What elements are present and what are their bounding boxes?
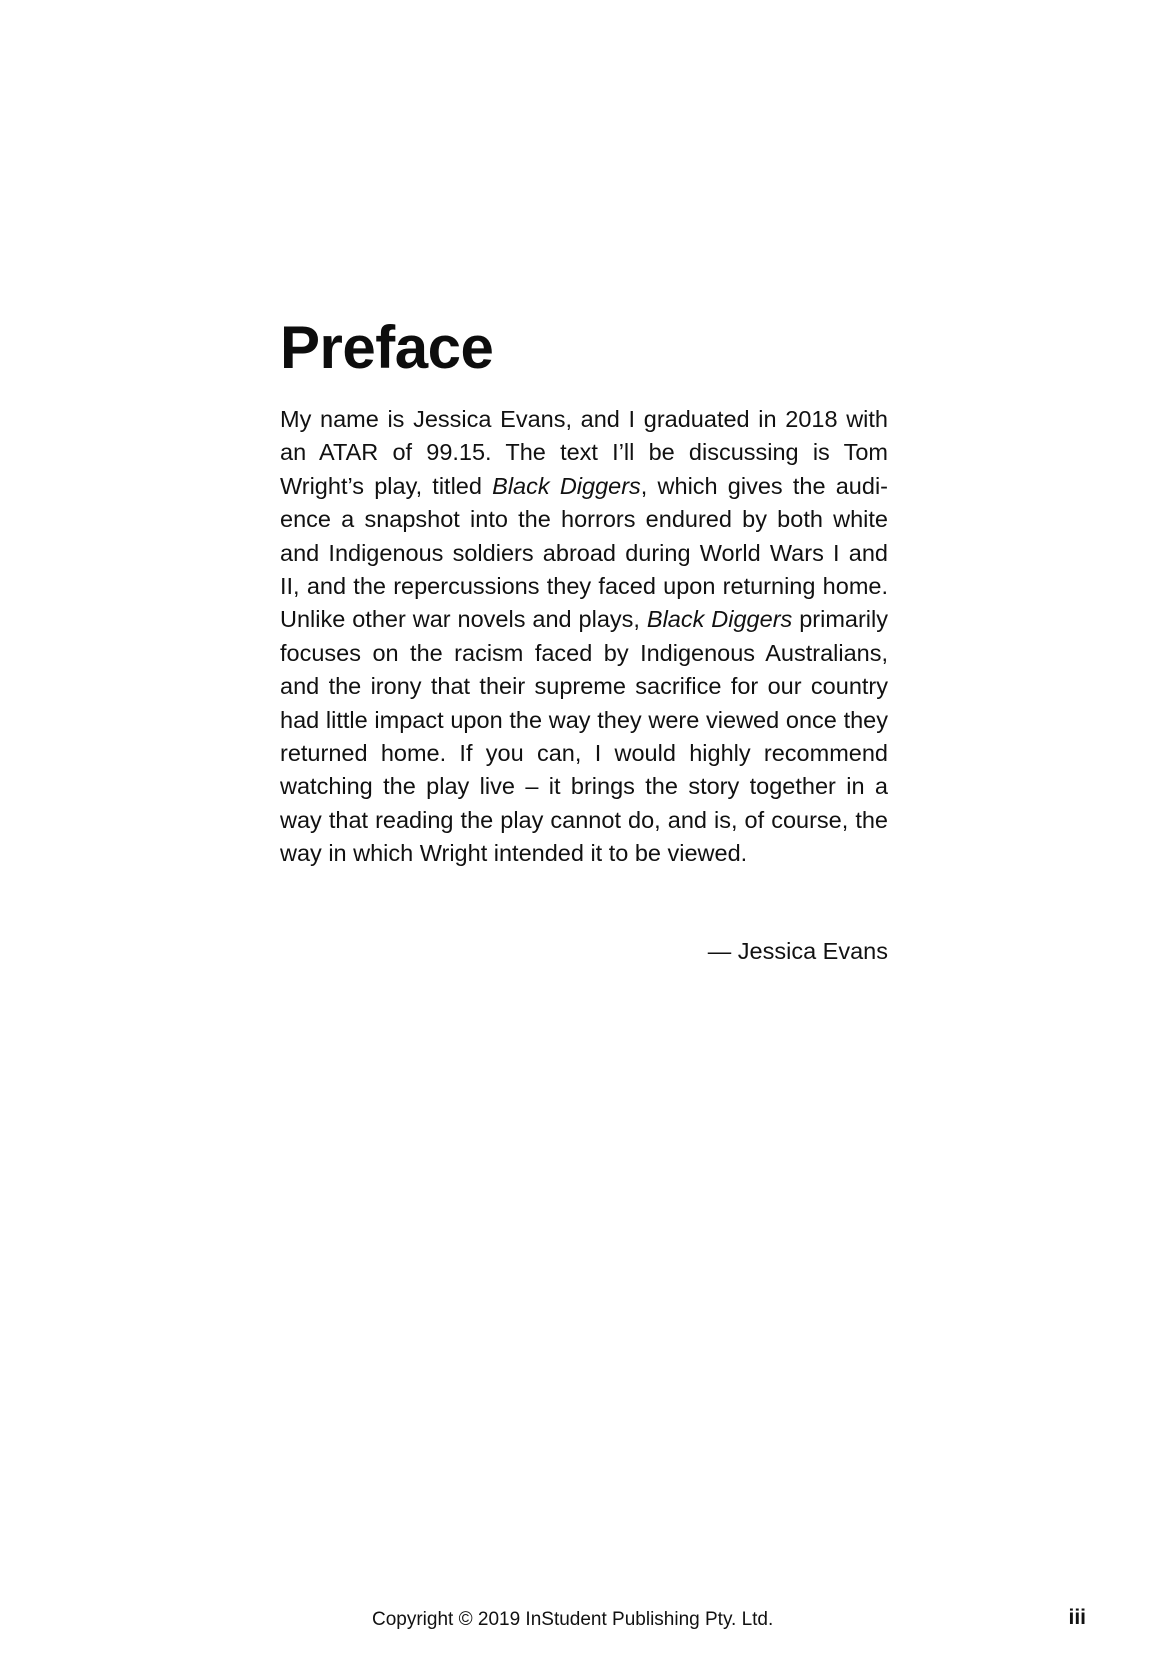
preface-body — [280, 403, 888, 871]
page-number: iii — [1068, 1606, 1086, 1629]
preface-text-2: , which gives the audience a snapshot into the horrors endured by both white and Indigenous soldiers abroad during World Wars I and II, and the repercussions they faced upon returning home. Unlike other war novels and plays, — [280, 472, 888, 633]
preface-text-3: primarily focuses on the racism faced by Indigenous Australians, and the irony that their supreme sacrifice for our country had little impact upon the way they were viewed once they returned home. If you can, I would highly recommend watching the play live – it brings the story together in a way that reading the play cannot do, and is, of course, the way in which Wright intended it to be viewed. — [280, 606, 888, 867]
page-title: Preface — [280, 314, 494, 381]
play-title: Black Diggers — [646, 606, 793, 633]
preface-text-1: My name is Jessica Evans, and I graduated in 2018 with an ATAR of 99.15. The text I’ll be discussing is Tom Wright’s play, titled — [280, 406, 888, 499]
author-signature: — Jessica Evans — [707, 938, 888, 964]
play-title: Black Diggers — [492, 472, 641, 499]
footer-copyright: Copyright © 2019 InStudent Publishing Pty. Ltd. — [372, 1609, 774, 1630]
